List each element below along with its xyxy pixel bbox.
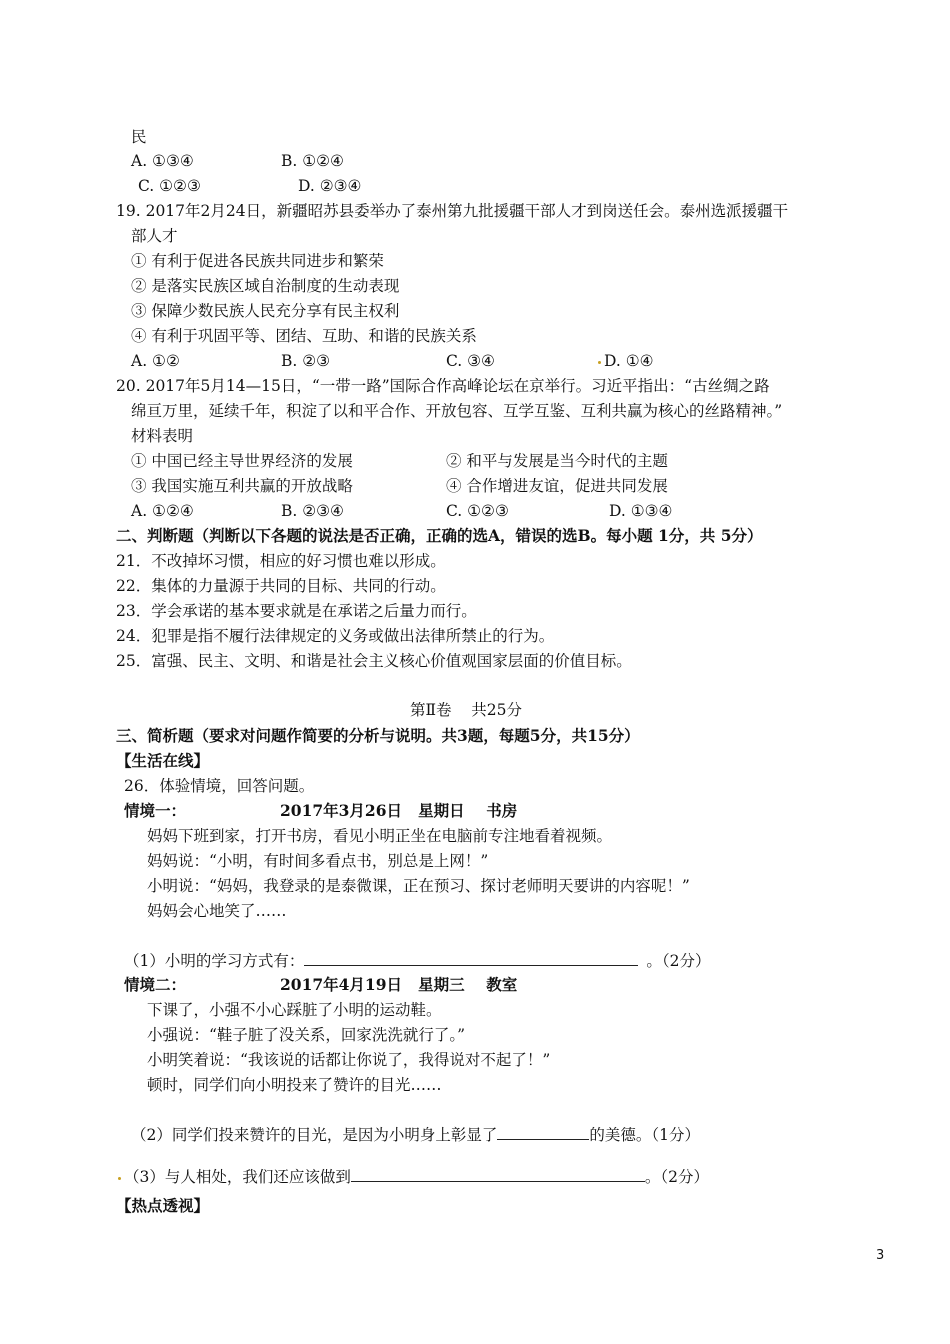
q19-statement-4: ④ 有利于巩固平等、团结、互助、和谐的民族关系 [131, 327, 477, 345]
q19-option-b: B. ②③ [281, 352, 331, 370]
dot-icon [598, 361, 601, 364]
sub2-question [131, 1124, 700, 1145]
scene1-line3: 小明说：“妈妈，我登录的是泰微课，正在预习、探讨老师明天要讲的内容呢！” [147, 877, 690, 895]
scene1-line2: 妈妈说：“小明，有时间多看点书，别总是上网！” [147, 852, 489, 870]
q19-statement-1: ① 有利于促进各民族共同进步和繁荣 [131, 252, 384, 270]
part2-heading: 第Ⅱ卷 共25分 [410, 701, 522, 719]
sub2-suffix: 的美德。（1分） [589, 1126, 700, 1144]
q23: 23．学会承诺的基本要求就是在承诺之后量力而行。 [116, 602, 477, 620]
sub2-answer-blank[interactable] [497, 1124, 589, 1140]
q18-option-d: D. ②③④ [298, 177, 362, 195]
q19-option-d-text: D. ①④ [604, 352, 654, 370]
scene2-label: 情境二： [124, 975, 187, 994]
q19-option-d [598, 351, 654, 371]
q19-stem-line2: 部人才 [131, 227, 178, 245]
q18-option-c: C. ①②③ [138, 177, 201, 195]
scene2-line1: 下课了，小强不小心踩脏了小明的运动鞋。 [147, 1001, 442, 1019]
q20-option-c: C. ①②③ [446, 502, 509, 520]
scene2-line2: 小强说：“鞋子脏了没关系，回家洗洗就行了。” [147, 1026, 466, 1044]
scene1-line1: 妈妈下班到家，打开书房，看见小明正坐在电脑前专注地看着视频。 [147, 827, 613, 845]
sub1-question [124, 950, 711, 971]
section2-title: 二、判断题（判断以下各题的说法是否正确，正确的选A，错误的选B。每小题 1分，共 5分） [116, 526, 763, 545]
scene2-line4: 顿时，同学们向小明投来了赞许的目光…… [147, 1076, 442, 1094]
q21: 21．不改掉坏习惯，相应的好习惯也难以形成。 [116, 552, 446, 570]
sub2-prefix: （2）同学们投来赞许的目光，是因为小明身上彰显了 [131, 1126, 498, 1144]
scene1-meta: 2017年3月26日 星期日 书房 [280, 801, 518, 820]
q24: 24．犯罪是指不履行法律规定的义务或做出法律所禁止的行为。 [116, 627, 555, 645]
scene1-line4: 妈妈会心地笑了…… [147, 902, 287, 920]
q20-option-a: A. ①②④ [131, 502, 194, 520]
q20-statement-2: ② 和平与发展是当今时代的主题 [446, 452, 668, 470]
q19-option-a: A. ①② [131, 352, 180, 370]
q20-statement-4: ④ 合作增进友谊，促进共同发展 [446, 477, 668, 495]
q20-statement-1: ① 中国已经主导世界经济的发展 [131, 452, 353, 470]
scene2-meta: 2017年4月19日 星期三 教室 [280, 975, 518, 994]
hot-topic-heading: 【热点透视】 [116, 1196, 210, 1215]
q19-stem-line1: 19. 2017年2月24日，新疆昭苏县委举办了泰州第九批援疆干部人才到岗送任会。泰州选派援疆干 [116, 202, 789, 220]
sub1-answer-blank[interactable] [304, 950, 638, 966]
q19-option-c: C. ③④ [446, 352, 495, 370]
q19-statement-2: ② 是落实民族区域自治制度的生动表现 [131, 277, 400, 295]
sub3-question [118, 1166, 709, 1187]
q20-stem-line1: 20. 2017年5月14—15日，“一带一路”国际合作高峰论坛在京举行。习近平指出：“古丝绸之路 [116, 377, 770, 395]
page-number: 3 [876, 1248, 885, 1263]
sub1-suffix: 。（2分） [646, 952, 711, 970]
dot-icon [118, 1177, 121, 1180]
q20-statement-3: ③ 我国实施互利共赢的开放战略 [131, 477, 353, 495]
sub1-prefix: （1）小明的学习方式有： [124, 952, 305, 970]
q20-option-b: B. ②③④ [281, 502, 344, 520]
q22: 22．集体的力量源于共同的目标、共同的行动。 [116, 577, 446, 595]
q19-statement-3: ③ 保障少数民族人民充分享有民主权利 [131, 302, 400, 320]
sub3-prefix: （3）与人相处，我们还应该做到 [124, 1168, 351, 1186]
scene2-line3: 小明笑着说：“我该说的话都让你说了，我得说对不起了！” [147, 1051, 551, 1069]
life-online-heading: 【生活在线】 [116, 751, 210, 770]
q20-stem-line2: 绵亘万里，延续千年，积淀了以和平合作、开放包容、互学互鉴、互利共赢为核心的丝路精神。” [131, 402, 783, 420]
scene1-label: 情境一： [124, 801, 187, 820]
q20-stem-line3: 材料表明 [131, 427, 194, 445]
sub3-answer-blank[interactable] [351, 1166, 645, 1182]
q18-option-a: A. ①③④ [131, 152, 194, 170]
q18-tail: 民 [131, 128, 147, 146]
q25: 25．富强、民主、文明、和谐是社会主义核心价值观国家层面的价值目标。 [116, 652, 632, 670]
section3-title: 三、简析题（要求对问题作简要的分析与说明。共3题，每题5分，共15分） [116, 726, 640, 745]
q26-stem: 26．体验情境，回答问题。 [124, 777, 315, 795]
q20-option-d: D. ①③④ [609, 502, 673, 520]
q18-option-b: B. ①②④ [281, 152, 344, 170]
sub3-suffix: 。（2分） [644, 1168, 709, 1186]
